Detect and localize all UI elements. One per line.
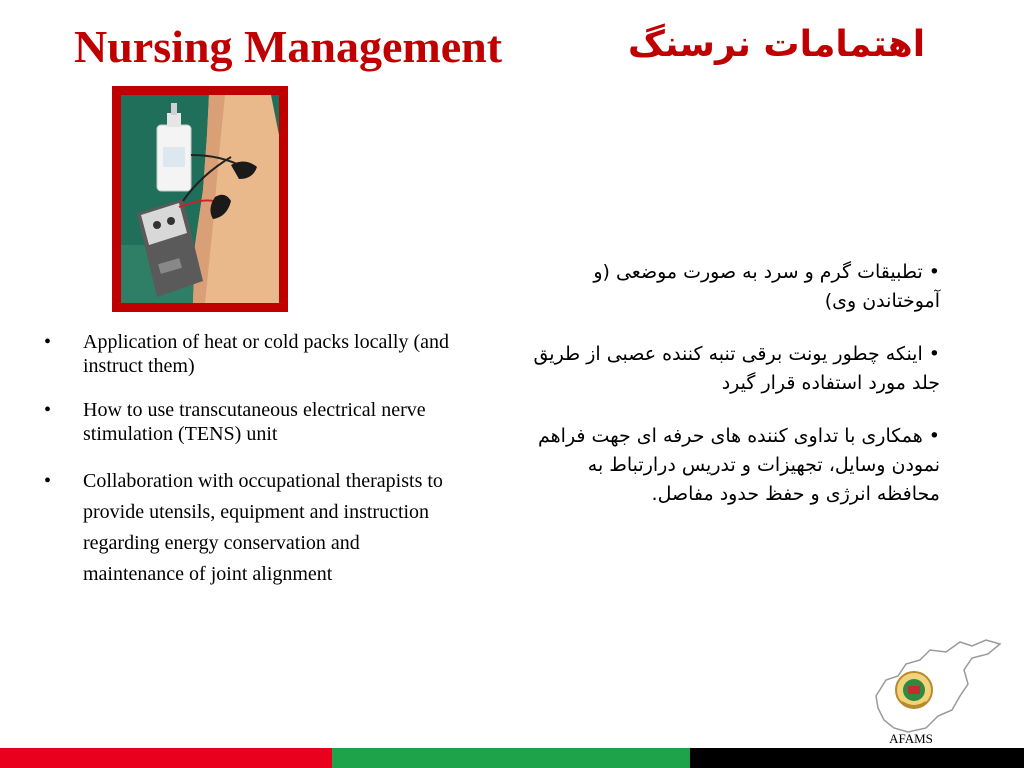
persian-point-1: • تطبیقات گرم و سرد به صورت موضعی (و آموختاندن وی) [593, 261, 940, 312]
persian-point-2: • اینکه چطور یونت برقی تنبه کننده عصبی از طریق جلد مورد استفاده قرار گیرد [533, 343, 940, 394]
english-point-text: How to use transcutaneous electrical nerve stimulation (TENS) unit [83, 399, 426, 445]
footer-color-bar [0, 748, 1024, 768]
logo-caption: AFAMS [889, 731, 933, 746]
bullet-marker: • [44, 470, 52, 492]
english-point-3 [44, 466, 464, 590]
title-english: Nursing Management [74, 21, 503, 72]
persian-point-3: • همکاری با تداوی کننده های حرفه ای جهت فراهم نمودن وسایل، تجهیزات و تدریس درارتباط به محافظه انرژی و حفظ حدود مفاصل. [538, 425, 940, 505]
english-bullet-list [44, 330, 464, 610]
english-point-text: Application of heat or cold packs locally (and instruct them) [83, 331, 449, 377]
persian-bullet-list [520, 258, 940, 533]
footer-bar-green [332, 748, 690, 768]
tens-photo-illustration [121, 95, 279, 303]
title-persian: اهتمامات نرسنگ [628, 24, 926, 65]
tens-unit-photo [112, 86, 288, 312]
slide-title [0, 18, 1024, 88]
bullet-marker: • [44, 331, 52, 353]
footer-bar-black [690, 748, 1024, 768]
bullet-marker: • [44, 399, 52, 421]
footer-bar-red [0, 748, 332, 768]
english-point-2 [44, 398, 464, 446]
english-point-1 [44, 330, 464, 378]
english-point-text: Collaboration with occupational therapists to provide utensils, equipment and instruction regarding energy conservation and maintenance of joint alignment [83, 470, 443, 585]
